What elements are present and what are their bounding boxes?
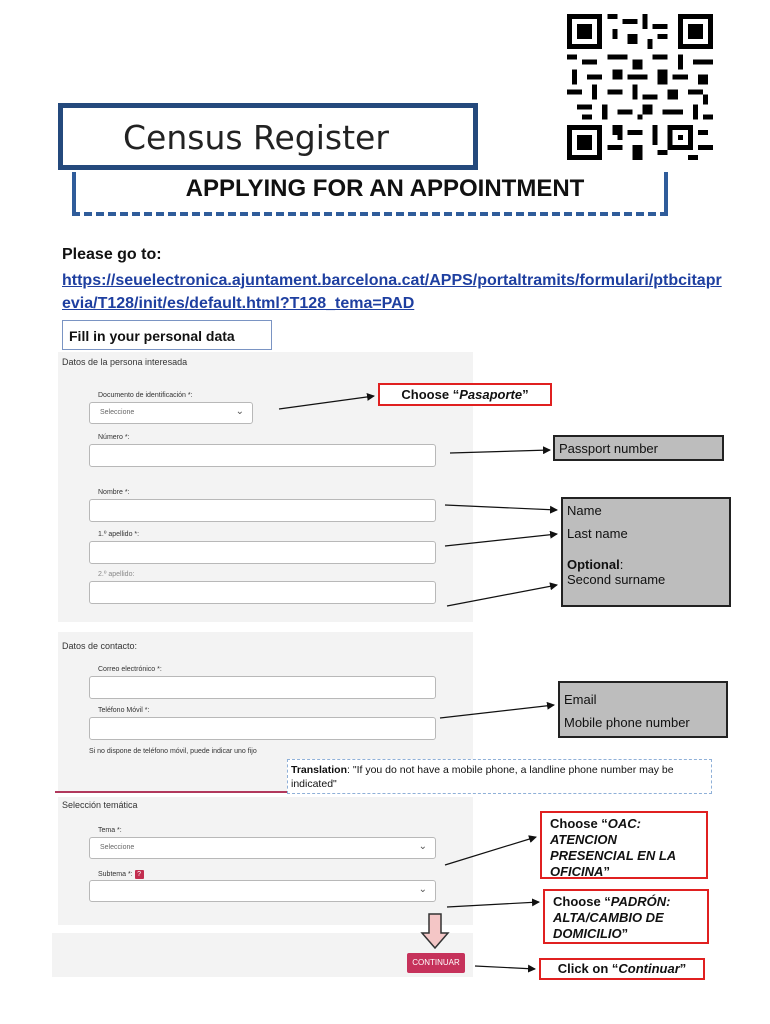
callout-padron-prefix: Choose “ — [553, 894, 611, 909]
subtema-label-text: Subtema *: — [98, 871, 133, 878]
callout-mobile: Mobile phone number — [564, 715, 690, 730]
doc-type-select-value: Seleccione — [100, 409, 135, 416]
numero-input[interactable] — [89, 444, 436, 467]
translation-note — [287, 759, 712, 794]
translation-text: : "If you do not have a mobile phone, a landline phone number may be indicated" — [291, 764, 674, 790]
email-label: Correo electrónico *: — [98, 666, 162, 673]
apellido2-label: 2.º apellido: — [98, 571, 135, 578]
tema-label: Tema *: — [98, 827, 122, 834]
tema-select-value: Seleccione — [100, 844, 135, 851]
callout-oac-suffix: ” — [603, 864, 610, 879]
doc-type-select[interactable] — [89, 402, 253, 424]
tema-select[interactable] — [89, 837, 436, 859]
callout-optional-label: Optional — [567, 557, 620, 572]
down-arrow-icon — [420, 913, 450, 949]
callout-pasaporte-value: Pasaporte — [459, 387, 523, 402]
section-topic-title: Selección temática — [62, 800, 138, 810]
callout-last-name: Last name — [567, 526, 628, 541]
callout-padron-value: PADRÓN: ALTA/CAMBIO DE DOMICILIO — [553, 894, 671, 941]
apellido2-input[interactable] — [89, 581, 436, 604]
callout-oac — [540, 811, 708, 879]
chevron-down-icon: ⌄ — [418, 841, 427, 852]
callout-optional — [567, 557, 725, 572]
arrow-continuar — [475, 966, 535, 969]
callout-continuar-value: Continuar — [618, 961, 680, 976]
callout-continuar-prefix: Click on “ — [557, 961, 619, 976]
callout-continuar — [539, 958, 705, 980]
page-title: Census Register — [123, 118, 389, 157]
please-go-to-text: Please go to: — [62, 246, 162, 263]
translation-label: Translation — [291, 764, 348, 776]
subtema-select[interactable] — [89, 880, 436, 902]
callout-continuar-suffix: ” — [679, 961, 687, 976]
callout-optional-colon: : — [619, 557, 624, 572]
nombre-input[interactable] — [89, 499, 436, 522]
help-icon[interactable]: ? — [135, 870, 144, 879]
qr-code — [563, 14, 717, 160]
movil-label: Teléfono Móvil *: — [98, 707, 150, 714]
numero-label: Número *: — [98, 434, 130, 441]
callout-pasaporte-prefix: Choose “ — [401, 387, 460, 402]
section-personal-title: Datos de la persona interesada — [62, 357, 188, 367]
apellido1-label: 1.º apellido *: — [98, 531, 140, 538]
callout-name: Name — [567, 503, 602, 518]
callout-second-surname: Second surname — [567, 572, 666, 587]
callout-padron-suffix: ” — [621, 926, 629, 941]
chevron-down-icon: ⌄ — [418, 884, 427, 895]
apellido1-input[interactable] — [89, 541, 436, 564]
doc-type-label: Documento de identificación *: — [98, 392, 193, 399]
appointment-url-link[interactable]: https://seuelectronica.ajuntament.barcelona.cat/APPS/portaltramits/formulari/ptbcitaprevia/T128/init/es/default.html?T128_tema=PAD — [62, 272, 722, 312]
callout-pasaporte — [378, 383, 552, 406]
page-subtitle: APPLYING FOR AN APPOINTMENT — [185, 175, 585, 202]
callout-email: Email — [564, 692, 597, 707]
callout-passport-number: Passport number — [553, 435, 724, 461]
email-input[interactable] — [89, 676, 436, 699]
callout-contact — [558, 681, 728, 738]
callout-oac-prefix: Choose “ — [550, 816, 608, 831]
chevron-down-icon: ⌄ — [235, 406, 244, 417]
continuar-button[interactable]: CONTINUAR — [407, 953, 465, 973]
section-contact-title: Datos de contacto: — [62, 641, 138, 651]
callout-names — [561, 497, 731, 607]
movil-input[interactable] — [89, 717, 436, 740]
form-panel-topic — [58, 797, 473, 925]
movil-note: Si no dispone de teléfono móvil, puede indicar uno fijo — [89, 748, 257, 755]
subtema-label — [98, 870, 144, 879]
callout-oac-value: OAC: ATENCION PRESENCIAL EN LA OFICINA — [550, 816, 676, 879]
nombre-label: Nombre *: — [98, 489, 130, 496]
callout-padron — [543, 889, 709, 944]
callout-pasaporte-suffix: ” — [522, 387, 529, 402]
fill-in-personal-data-label: Fill in your personal data — [62, 320, 272, 350]
title-box — [58, 103, 478, 170]
